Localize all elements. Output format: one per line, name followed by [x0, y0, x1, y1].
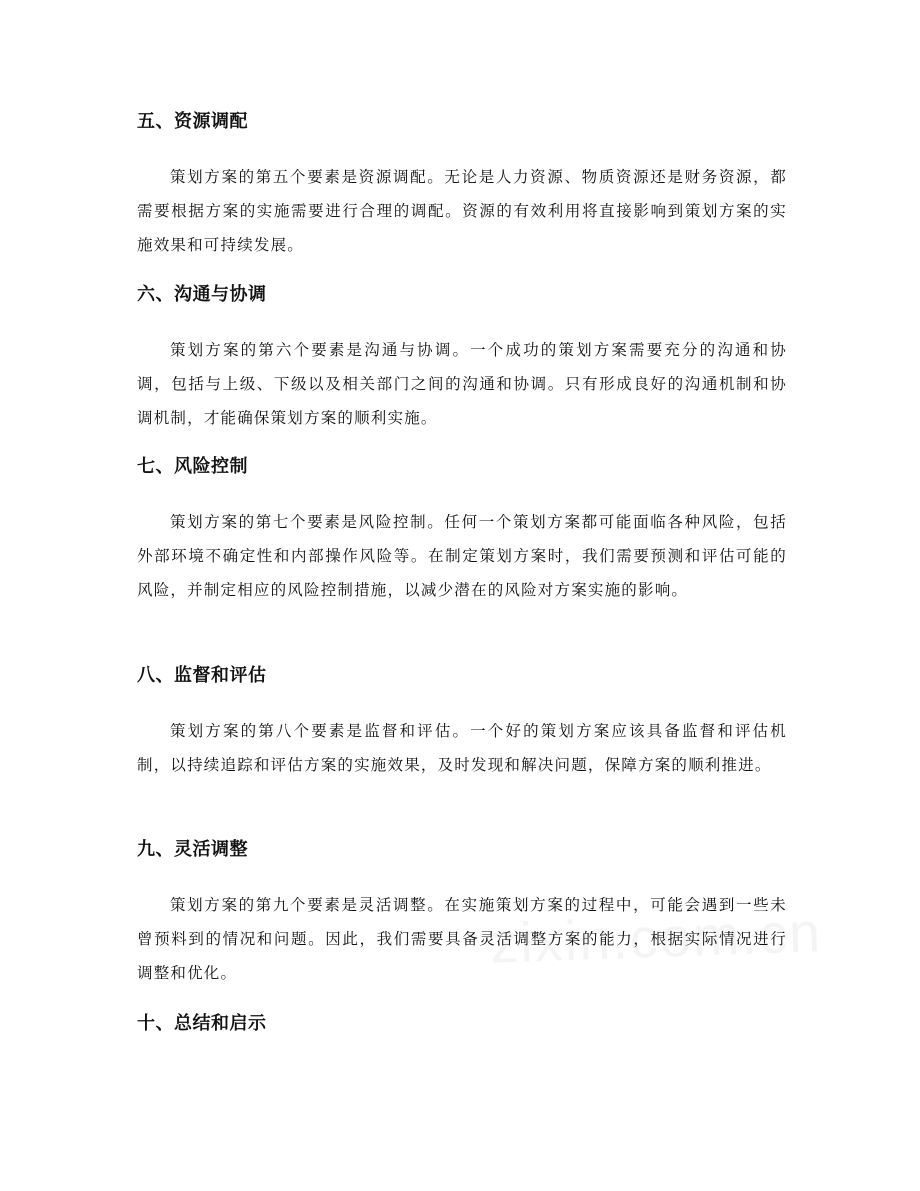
- section-paragraph: 策划方案的第五个要素是资源调配。无论是人力资源、物质资源还是财务资源，都需要根据方案的实施需要进行合理的调配。资源的有效利用将直接影响到策划方案的实施效果和可持续发展。: [137, 168, 787, 254]
- section-supervision: [137, 664, 787, 782]
- section-heading: 十、总结和启示: [137, 1013, 267, 1034]
- section-heading: 五、资源调配: [137, 111, 248, 132]
- section-resource-allocation: [137, 110, 787, 262]
- section-summary: [137, 1012, 787, 1036]
- section-paragraph: 策划方案的第九个要素是灵活调整。在实施策划方案的过程中，可能会遇到一些未曾预料到的情况和问题。因此，我们需要具备灵活调整方案的能力，根据实际情况进行调整和优化。: [137, 896, 787, 982]
- section-paragraph: 策划方案的第六个要素是沟通与协调。一个成功的策划方案需要充分的沟通和协调，包括与上级、下级以及相关部门之间的沟通和协调。只有形成良好的沟通机制和协调机制，才能确保策划方案的顺利实施。: [137, 341, 787, 427]
- section-heading: 七、风险控制: [137, 456, 248, 477]
- section-heading: 九、灵活调整: [137, 839, 248, 860]
- section-heading: 六、沟通与协调: [137, 284, 267, 305]
- section-flexible-adjustment: [137, 838, 787, 990]
- section-heading: 八、监督和评估: [137, 665, 267, 686]
- section-paragraph: 策划方案的第八个要素是监督和评估。一个好的策划方案应该具备监督和评估机制，以持续追踪和评估方案的实施效果，及时发现和解决问题，保障方案的顺利推进。: [137, 722, 787, 774]
- section-paragraph: 策划方案的第七个要素是风险控制。任何一个策划方案都可能面临各种风险，包括外部环境不确定性和内部操作风险等。在制定策划方案时，我们需要预测和评估可能的风险，并制定相应的风险控制措施，以减少潜在的风险对方案实施的影响。: [137, 513, 787, 599]
- section-risk-control: [137, 455, 787, 607]
- section-communication: [137, 283, 787, 435]
